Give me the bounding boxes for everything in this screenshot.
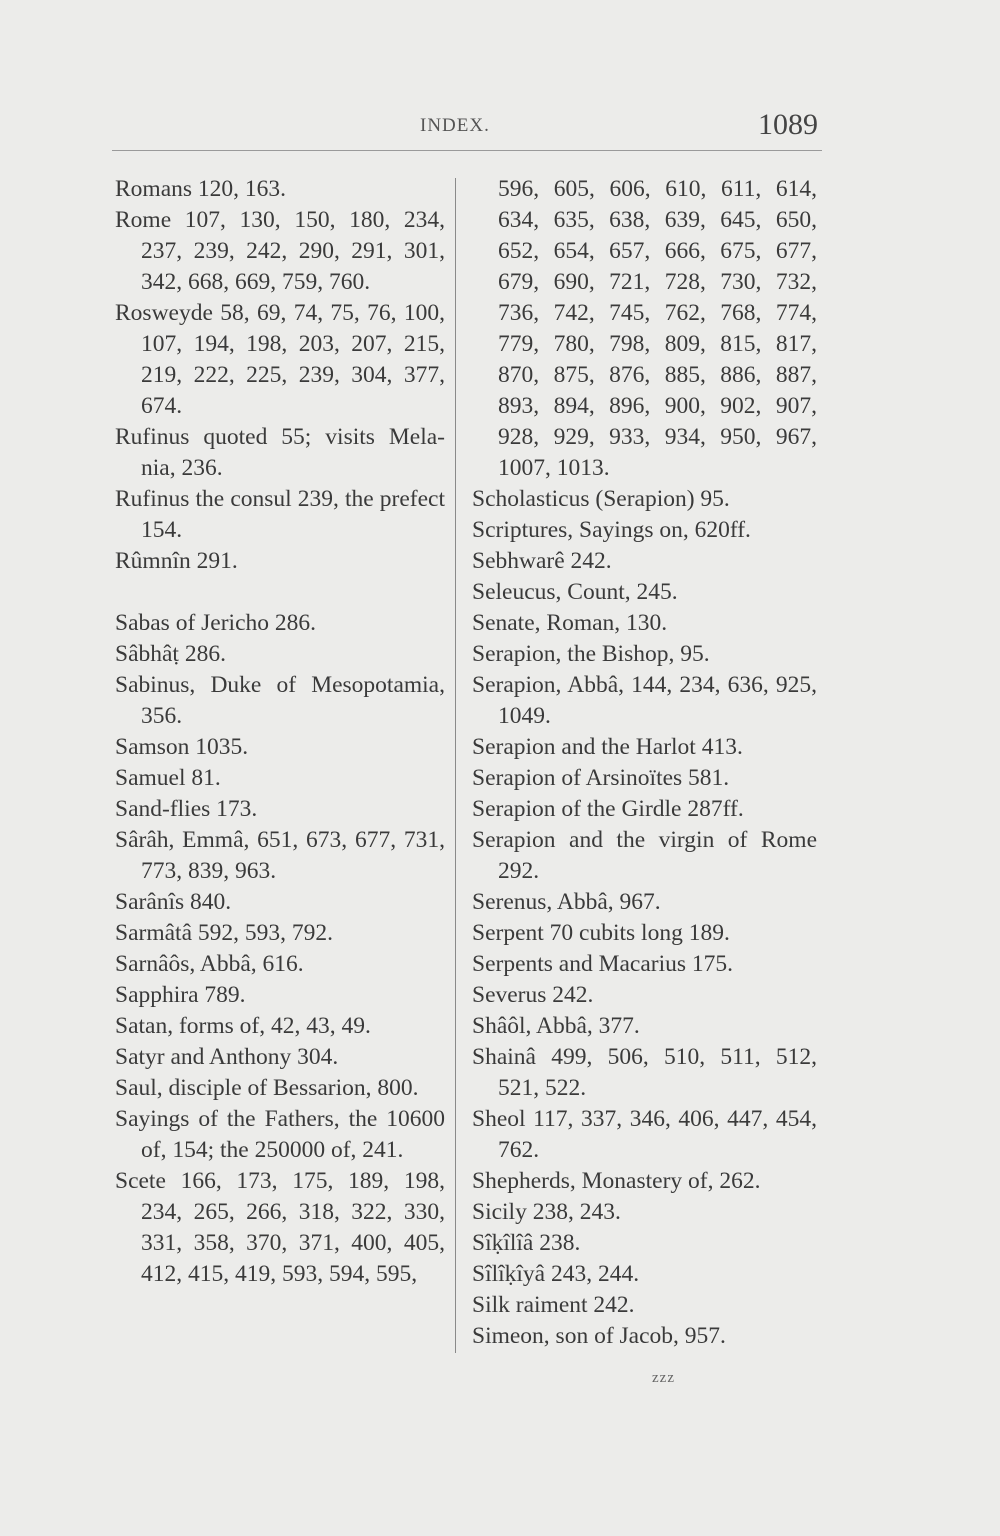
index-entry: Saul, disciple of Bessarion, 800. [115, 1075, 419, 1101]
index-entry: Serapion and the Harlot 413. [472, 734, 743, 760]
index-entry: Sand-flies 173. [115, 796, 258, 822]
index-entry: Rufinus quoted 55; visits Mela- nia, 236. [115, 424, 445, 481]
index-entry: Silk raiment 242. [472, 1292, 635, 1318]
index-entry: Satyr and Anthony 304. [115, 1044, 339, 1070]
index-entry: Rûmnîn 291. [115, 548, 238, 574]
index-entry-continuation: 596, 605, 606, 610, 611, 614, 634, 635, 638, 639, 645, 650, 652, 654, 657, 666, 675, 677, 679, 690, 721, 728, 730, 732, 736, 742, 745, 762, 768, 774, 779, 780, 798, 809, 815, 817, 870, 875, 876, 885, 886, 887, 893, 894, 896, 900, 902, 907, 928, 929, 933, 934, 950, 967, 1007, 1013. [498, 176, 817, 481]
page-header-title: INDEX. [420, 115, 490, 136]
index-entry: Shainâ 499, 506, 510, 511, 512, 521, 522. [472, 1044, 817, 1101]
index-entry: Serpents and Macarius 175. [472, 951, 734, 977]
index-entry: Shâôl, Abbâ, 377. [472, 1013, 640, 1039]
index-entry: Scete 166, 173, 175, 189, 198, 234, 265, 266, 318, 322, 330, 331, 358, 370, 371, 400, 405, 412, 415, 419, 593, 594, 595, [115, 1168, 445, 1287]
index-entry: Serapion, the Bishop, 95. [472, 641, 710, 667]
index-entry: Romans 120, 163. [115, 176, 287, 202]
index-entry: Senate, Roman, 130. [472, 610, 668, 636]
index-entry: Sâbhâṭ 286. [115, 641, 226, 667]
index-entry: Sicily 238, 243. [472, 1199, 621, 1225]
index-entry: Samson 1035. [115, 734, 249, 760]
index-entry: Sarnâôs, Abbâ, 616. [115, 951, 304, 977]
index-entry: Sarânîs 840. [115, 889, 232, 915]
index-column-right [472, 174, 817, 1352]
index-entry: Sîlîḳîyâ 243, 244. [472, 1261, 640, 1287]
index-entry: Serapion of Arsinoïtes 581. [472, 765, 730, 791]
index-entry: Rufinus the consul 239, the prefect 154. [115, 486, 445, 543]
index-entry: Sayings of the Fathers, the 10600 of, 154; the 250000 of, 241. [115, 1106, 445, 1163]
index-entry: Sheol 117, 337, 346, 406, 447, 454, 762. [472, 1106, 817, 1163]
header-rule [112, 150, 822, 151]
index-entry: Sîḳîlîâ 238. [472, 1230, 581, 1256]
index-entry: Serenus, Abbâ, 967. [472, 889, 661, 915]
index-entry: Shepherds, Monastery of, 262. [472, 1168, 761, 1194]
index-entry: Serapion and the virgin of Rome 292. [472, 827, 817, 884]
index-entry: Rome 107, 130, 150, 180, 234, 237, 239, 242, 290, 291, 301, 342, 668, 669, 759, 760. [115, 207, 445, 295]
index-entry: Satan, forms of, 42, 43, 49. [115, 1013, 371, 1039]
index-entry: Sabinus, Duke of Mesopotamia, 356. [115, 672, 445, 729]
index-entry: Sapphira 789. [115, 982, 246, 1008]
column-divider [455, 178, 456, 1353]
index-entry: Sârâh, Emmâ, 651, 673, 677, 731, 773, 839, 963. [115, 827, 445, 884]
index-entry: Severus 242. [472, 982, 594, 1008]
index-entry: Rosweyde 58, 69, 74, 75, 76, 100, 107, 194, 198, 203, 207, 215, 219, 222, 225, 239, 304, 377, 674. [115, 300, 445, 419]
index-column-left [115, 174, 445, 1290]
page-number: 1089 [758, 108, 818, 141]
index-entry: Samuel 81. [115, 765, 221, 791]
index-entry: Serapion of the Girdle 287ff. [472, 796, 744, 822]
index-entry: Sarmâtâ 592, 593, 792. [115, 920, 333, 946]
index-entry: Scriptures, Sayings on, 620ff. [472, 517, 751, 543]
index-entry: Seleucus, Count, 245. [472, 579, 678, 605]
index-entry: Sebhwarê 242. [472, 548, 612, 574]
index-entry: Sabas of Jericho 286. [115, 610, 317, 636]
index-entry: Serapion, Abbâ, 144, 234, 636, 925, 1049. [472, 672, 817, 729]
signature-mark: zzz [652, 1370, 675, 1386]
index-entry: Simeon, son of Jacob, 957. [472, 1323, 726, 1349]
index-entry: Scholasticus (Serapion) 95. [472, 486, 730, 512]
index-entry: Serpent 70 cubits long 189. [472, 920, 730, 946]
